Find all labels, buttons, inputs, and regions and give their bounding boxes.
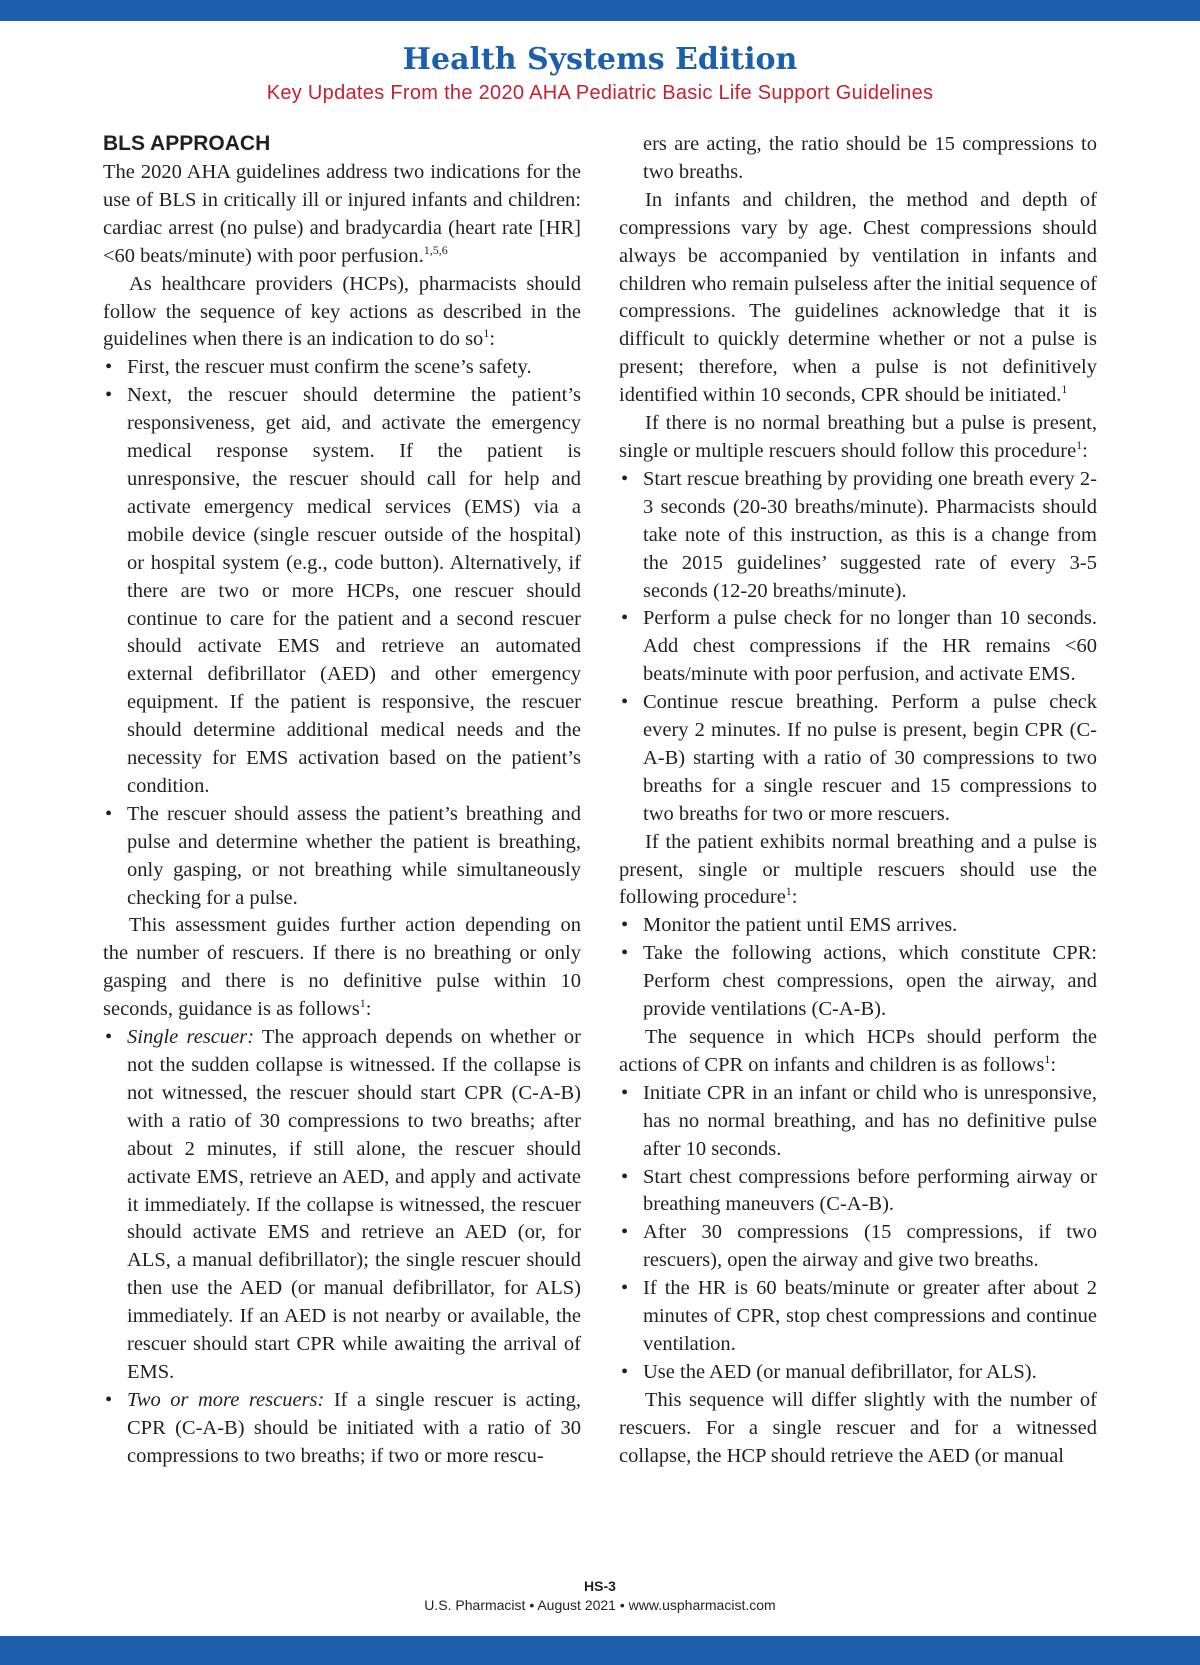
list-item: • Perform a pulse check for no longer than 10 seconds. Add chest compressions if the HR remains <60 beats/minute with poor perfusion, and activate EMS.: [619, 605, 1097, 689]
masthead: [0, 40, 1200, 106]
paragraph: [619, 829, 1097, 913]
paragraph-text: This assessment guides further action depending on the number of rescuers. If there is no breathing or only gasping and there is no definitive pulse within 10 seconds, guidance is as follows: [103, 914, 581, 1021]
list-item: • The rescuer should assess the patient’s breathing and pulse and determine whether the patient is breathing, only gasping, or not breathing while simultaneously checking for a pulse.: [103, 801, 581, 913]
paragraph-text-end: :: [1050, 1053, 1057, 1076]
top-color-bar: [0, 0, 1200, 21]
paragraph-text: If there is no normal breathing but a pulse is present, single or multiple rescuers should follow this procedure: [619, 412, 1097, 462]
reference-superscript: 1: [1076, 437, 1083, 452]
page-number: HS-3: [584, 1578, 616, 1594]
bullet-list: [103, 1024, 581, 1471]
reference-superscript: 1: [1044, 1051, 1051, 1066]
bullet-label: Single rescuer:: [127, 1026, 255, 1049]
bullet-list: [619, 1080, 1097, 1387]
bullet-list: [103, 354, 581, 912]
paragraph-continuation: ers are acting, the ratio should be 15 compressions to two breaths.: [643, 133, 1097, 183]
reference-superscript: 1: [785, 884, 792, 899]
list-item: • Start chest compressions before performing airway or breathing maneuvers (C-A-B).: [619, 1164, 1097, 1220]
article-subtitle: Key Updates From the 2020 AHA Pediatric Basic Life Support Guidelines: [266, 82, 934, 104]
reference-superscript: 1: [1061, 382, 1068, 397]
paragraph: [619, 410, 1097, 466]
paragraph: This sequence will differ slightly with the number of rescuers. For a single rescuer and for a witnessed collapse, the HCP should retrieve the AED (or manual: [619, 1388, 1097, 1467]
list-item: • Use the AED (or manual defibrillator, for ALS).: [619, 1359, 1097, 1387]
bullet-list: [619, 912, 1097, 1024]
paragraph-text-end: :: [1082, 439, 1088, 462]
publication-info: U.S. Pharmacist • August 2021 • www.uspharmacist.com: [424, 1597, 776, 1613]
paragraph: [619, 1024, 1097, 1080]
list-item: • If the HR is 60 beats/minute or greater after about 2 minutes of CPR, stop chest compressions and continue ventilation.: [619, 1275, 1097, 1359]
list-item: • Start rescue breathing by providing one breath every 2-3 seconds (20-30 breaths/minute). Pharmacists should take note of this instruction, as this is a change from the 2015 guidelines’ suggested rate of every 3-5 seconds (12-20 breaths/minute).: [619, 466, 1097, 606]
list-item: • Continue rescue breathing. Perform a pulse check every 2 minutes. If no pulse is present, begin CPR (C-A-B) starting with a ratio of 30 compressions to two breaths for a single rescuer and 15 compressions to two breaths for two or more rescuers.: [619, 689, 1097, 829]
list-item: • Initiate CPR in an infant or child who is unresponsive, has no normal breathing, and has no definitive pulse after 10 seconds.: [619, 1080, 1097, 1164]
left-column: [103, 130, 581, 1471]
right-column: [619, 131, 1097, 1471]
paragraph-text: In infants and children, the method and depth of compressions vary by age. Chest compressions should always be accompanied by ventilation in infants and children who remain pulseless after the initial sequence of compressions. The guidelines acknowledge that it is difficult to quickly determine whether or not a pulse is present; therefore, when a pulse is not definitively identified within 10 seconds, CPR should be initiated.: [619, 188, 1097, 407]
reference-superscript: 1: [483, 326, 490, 341]
reference-superscript: 1,5,6: [423, 242, 448, 257]
paragraph: [103, 159, 581, 271]
edition-title: Health Systems Edition: [402, 42, 798, 77]
paragraph: [103, 271, 581, 355]
section-heading: BLS APPROACH: [103, 132, 271, 155]
paragraph-text-end: :: [791, 886, 798, 909]
paragraph: [619, 187, 1097, 410]
paragraph-text: The 2020 AHA guidelines address two indications for the use of BLS in critically ill or injured infants and children: cardiac arrest (no pulse) and bradycardia (heart rate [HR] <60 beats/minute) with poor perfusion.: [103, 161, 581, 267]
list-item: [103, 1387, 581, 1471]
list-item: • After 30 compressions (15 compressions, if two rescuers), open the airway and give two breaths.: [619, 1219, 1097, 1275]
bottom-color-bar: [0, 1636, 1200, 1665]
page-footer: [0, 1577, 1200, 1615]
paragraph-text-end: :: [365, 998, 372, 1021]
paragraph-text: If the patient exhibits normal breathing and a pulse is present, single or multiple rescuers should use the following procedure: [619, 830, 1097, 909]
list-item: • First, the rescuer must confirm the scene’s safety.: [103, 354, 581, 382]
list-item: [103, 1024, 581, 1387]
list-item: • Monitor the patient until EMS arrives.: [619, 912, 1097, 940]
paragraph-text: As healthcare providers (HCPs), pharmacists should follow the sequence of key actions as described in the guidelines when there is an indication to do so: [103, 272, 581, 351]
reference-superscript: 1: [359, 996, 366, 1011]
bullet-label: Two or more rescuers:: [127, 1388, 325, 1411]
bullet-text: If a single rescuer is acting, CPR (C-A-B) should be initiated with a ratio of 30 compressions to two breaths; if two or more rescu-: [127, 1388, 581, 1467]
bullet-text: The approach depends on whether or not the sudden collapse is witnessed. If the collapse is not witnessed, the rescuer should start CPR (C-A-B) with a ratio of 30 compressions to two breaths; after about 2 minutes, if still alone, the rescuer should activate EMS, retrieve an AED, and apply and activate it immediately. If the collapse is witnessed, the rescuer should activate EMS and retrieve an AED (or, for ALS, a manual defibrillator); the single rescuer should then use the AED (or manual defibrillator, for ALS) immediately. If an AED is not nearby or available, the rescuer should start CPR while awaiting the arrival of EMS.: [127, 1026, 581, 1383]
paragraph: [103, 912, 581, 1024]
paragraph-text: The sequence in which HCPs should perform the actions of CPR on infants and children is as follows: [619, 1026, 1097, 1076]
paragraph-text-end: :: [489, 328, 496, 351]
list-item: • Next, the rescuer should determine the patient’s responsiveness, get aid, and activate the emergency medical response system. If the patient is unresponsive, the rescuer should call for help and activate emergency medical services (EMS) via a mobile device (single rescuer outside of the hospital) or hospital system (e.g., code button). Alternatively, if there are two or more HCPs, one rescuer should continue to care for the patient and a second rescuer should activate EMS and retrieve an automated external defibrillator (AED) and other emergency equipment. If the patient is responsive, the rescuer should determine additional medical needs and the necessity for EMS activation based on the patient’s condition.: [103, 382, 581, 801]
list-item: • Take the following actions, which constitute CPR: Perform chest compressions, open the airway, and provide ventilations (C-A-B).: [619, 940, 1097, 1024]
bullet-list: [619, 466, 1097, 829]
